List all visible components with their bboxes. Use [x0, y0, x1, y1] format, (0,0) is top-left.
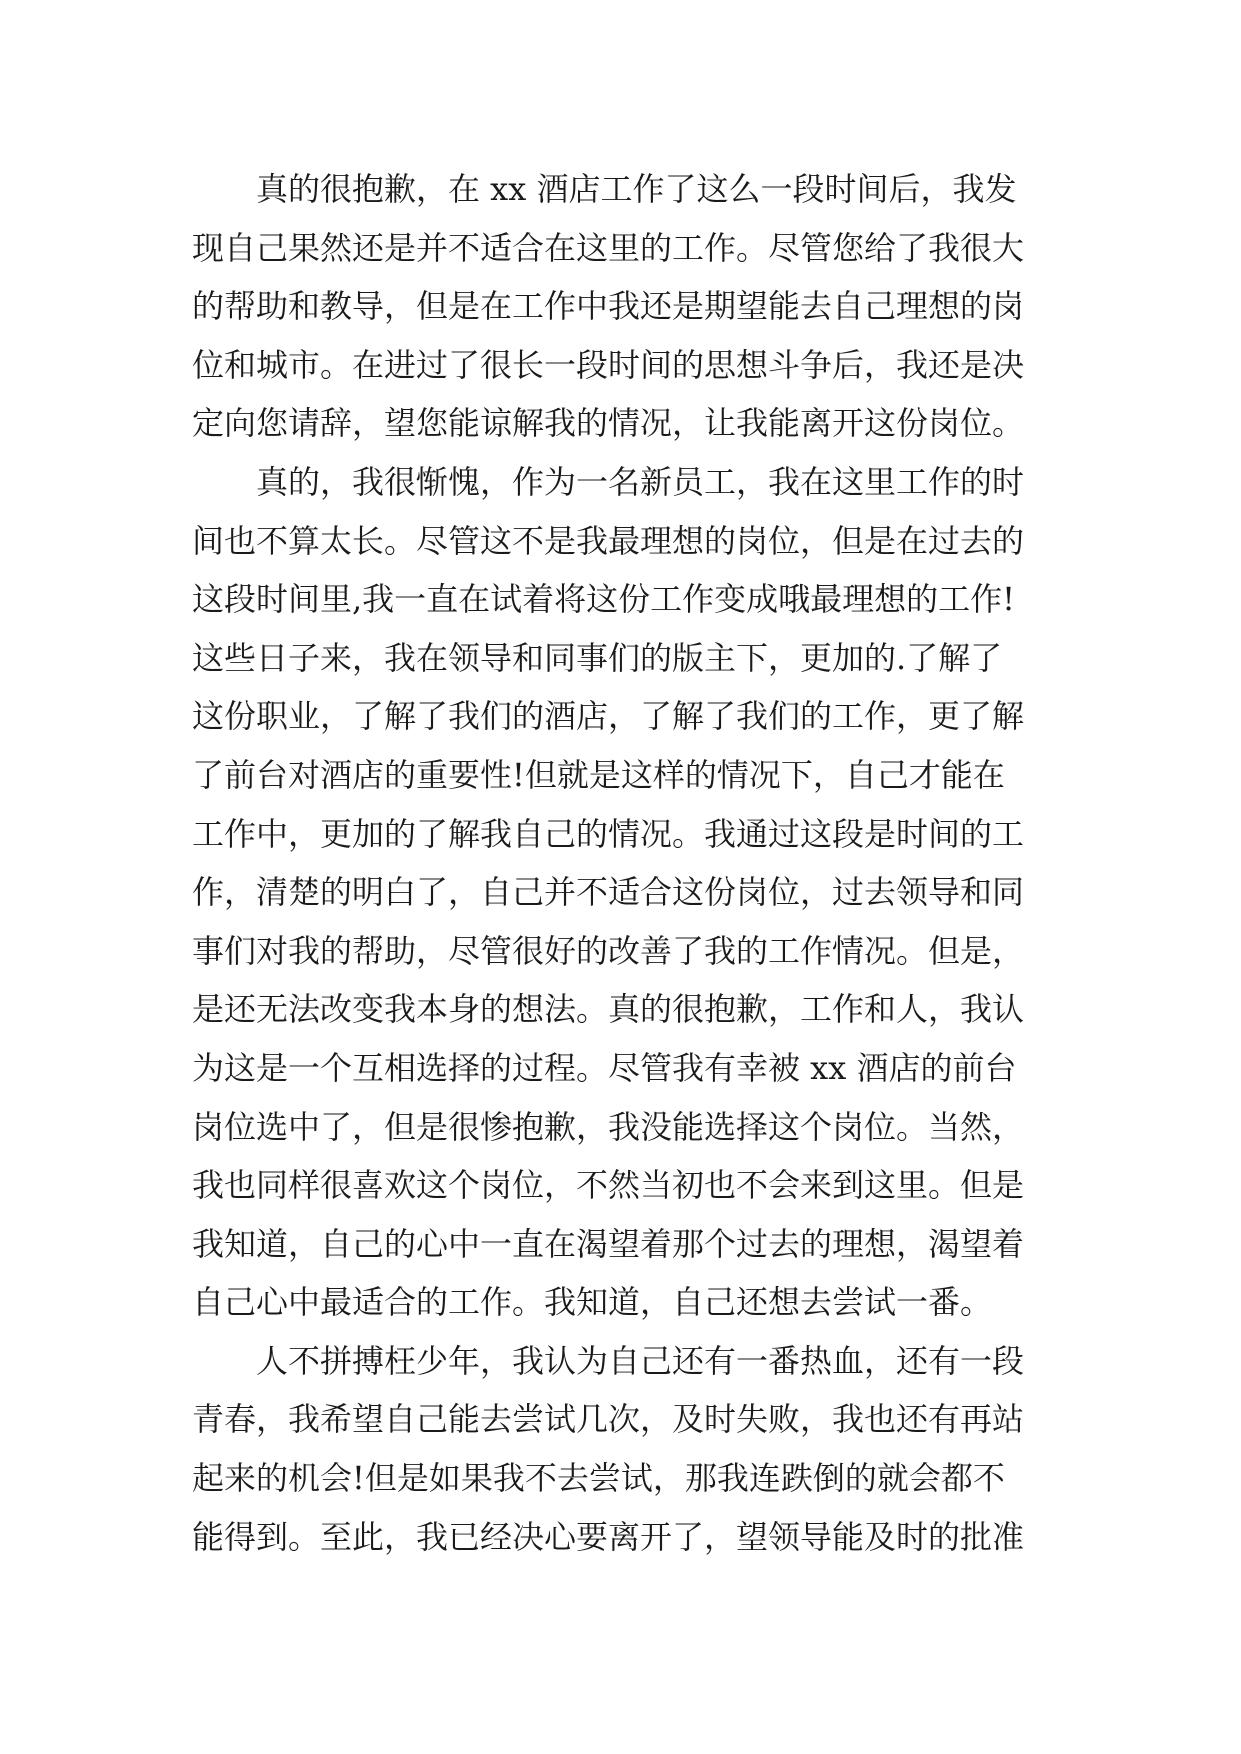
paragraph-1	[192, 160, 1072, 453]
text-line: 这段时间里,我一直在试着将这份工作变成哦最理想的工作!	[192, 580, 1016, 619]
text-line: 能得到。至此，我已经决心要离开了，望领导能及时的批准	[192, 1517, 1025, 1556]
text-line: 间也不算太长。尽管这不是我最理想的岗位，但是在过去的	[192, 521, 1025, 560]
text-line: 自己心中最适合的工作。我知道，自己还想去尝试一番。	[192, 1283, 993, 1322]
paragraph-3	[192, 1332, 1072, 1566]
text-line: 人不拼搏枉少年，我认为自己还有一番热血，还有一段	[256, 1341, 1025, 1380]
text-line: 定向您请辞，望您能谅解我的情况，让我能离开这份岗位。	[192, 404, 1025, 443]
text-line: 事们对我的帮助，尽管很好的改善了我的工作情况。但是，	[192, 931, 1025, 970]
text-line: 位和城市。在进过了很长一段时间的思想斗争后，我还是决	[192, 345, 1025, 384]
paragraph-2	[192, 453, 1072, 1332]
text-line: 青春，我希望自己能去尝试几次，及时失败，我也还有再站	[192, 1400, 1025, 1439]
text-line: 这份职业，了解了我们的酒店，了解了我们的工作，更了解	[192, 697, 1025, 736]
text-line: 的帮助和教导，但是在工作中我还是期望能去自己理想的岗	[192, 287, 1025, 326]
text-line: 这些日子来，我在领导和同事们的版主下，更加的.了解了	[192, 638, 1003, 677]
text-line: 真的很抱歉，在 xx 酒店工作了这么一段时间后，我发	[256, 170, 1017, 208]
text-line: 为这是一个互相选择的过程。尽管我有幸被 xx 酒店的前台	[192, 1048, 1017, 1087]
text-line: 我知道，自己的心中一直在渴望着那个过去的理想，渴望着	[192, 1224, 1025, 1263]
text-line: 作，清楚的明白了，自己并不适合这份岗位，过去领导和同	[192, 873, 1025, 912]
text-line: 我也同样很喜欢这个岗位，不然当初也不会来到这里。但是	[192, 1166, 1025, 1205]
letter-body	[192, 160, 1072, 1566]
text-line: 岗位选中了，但是很惨抱歉，我没能选择这个岗位。当然，	[192, 1107, 1025, 1146]
text-line: 是还无法改变我本身的想法。真的很抱歉，工作和人，我认	[192, 990, 1025, 1029]
text-line: 起来的机会!但是如果我不去尝试，那我连跌倒的就会都不	[192, 1459, 1005, 1498]
text-line: 了前台对酒店的重要性!但就是这样的情况下，自己才能在	[192, 755, 1005, 794]
text-line: 工作中，更加的了解我自己的情况。我通过这段是时间的工	[192, 814, 1025, 853]
text-line: 现自己果然还是并不适合在这里的工作。尽管您给了我很大	[192, 228, 1025, 267]
text-line: 真的，我很惭愧，作为一名新员工，我在这里工作的时	[256, 462, 1025, 501]
